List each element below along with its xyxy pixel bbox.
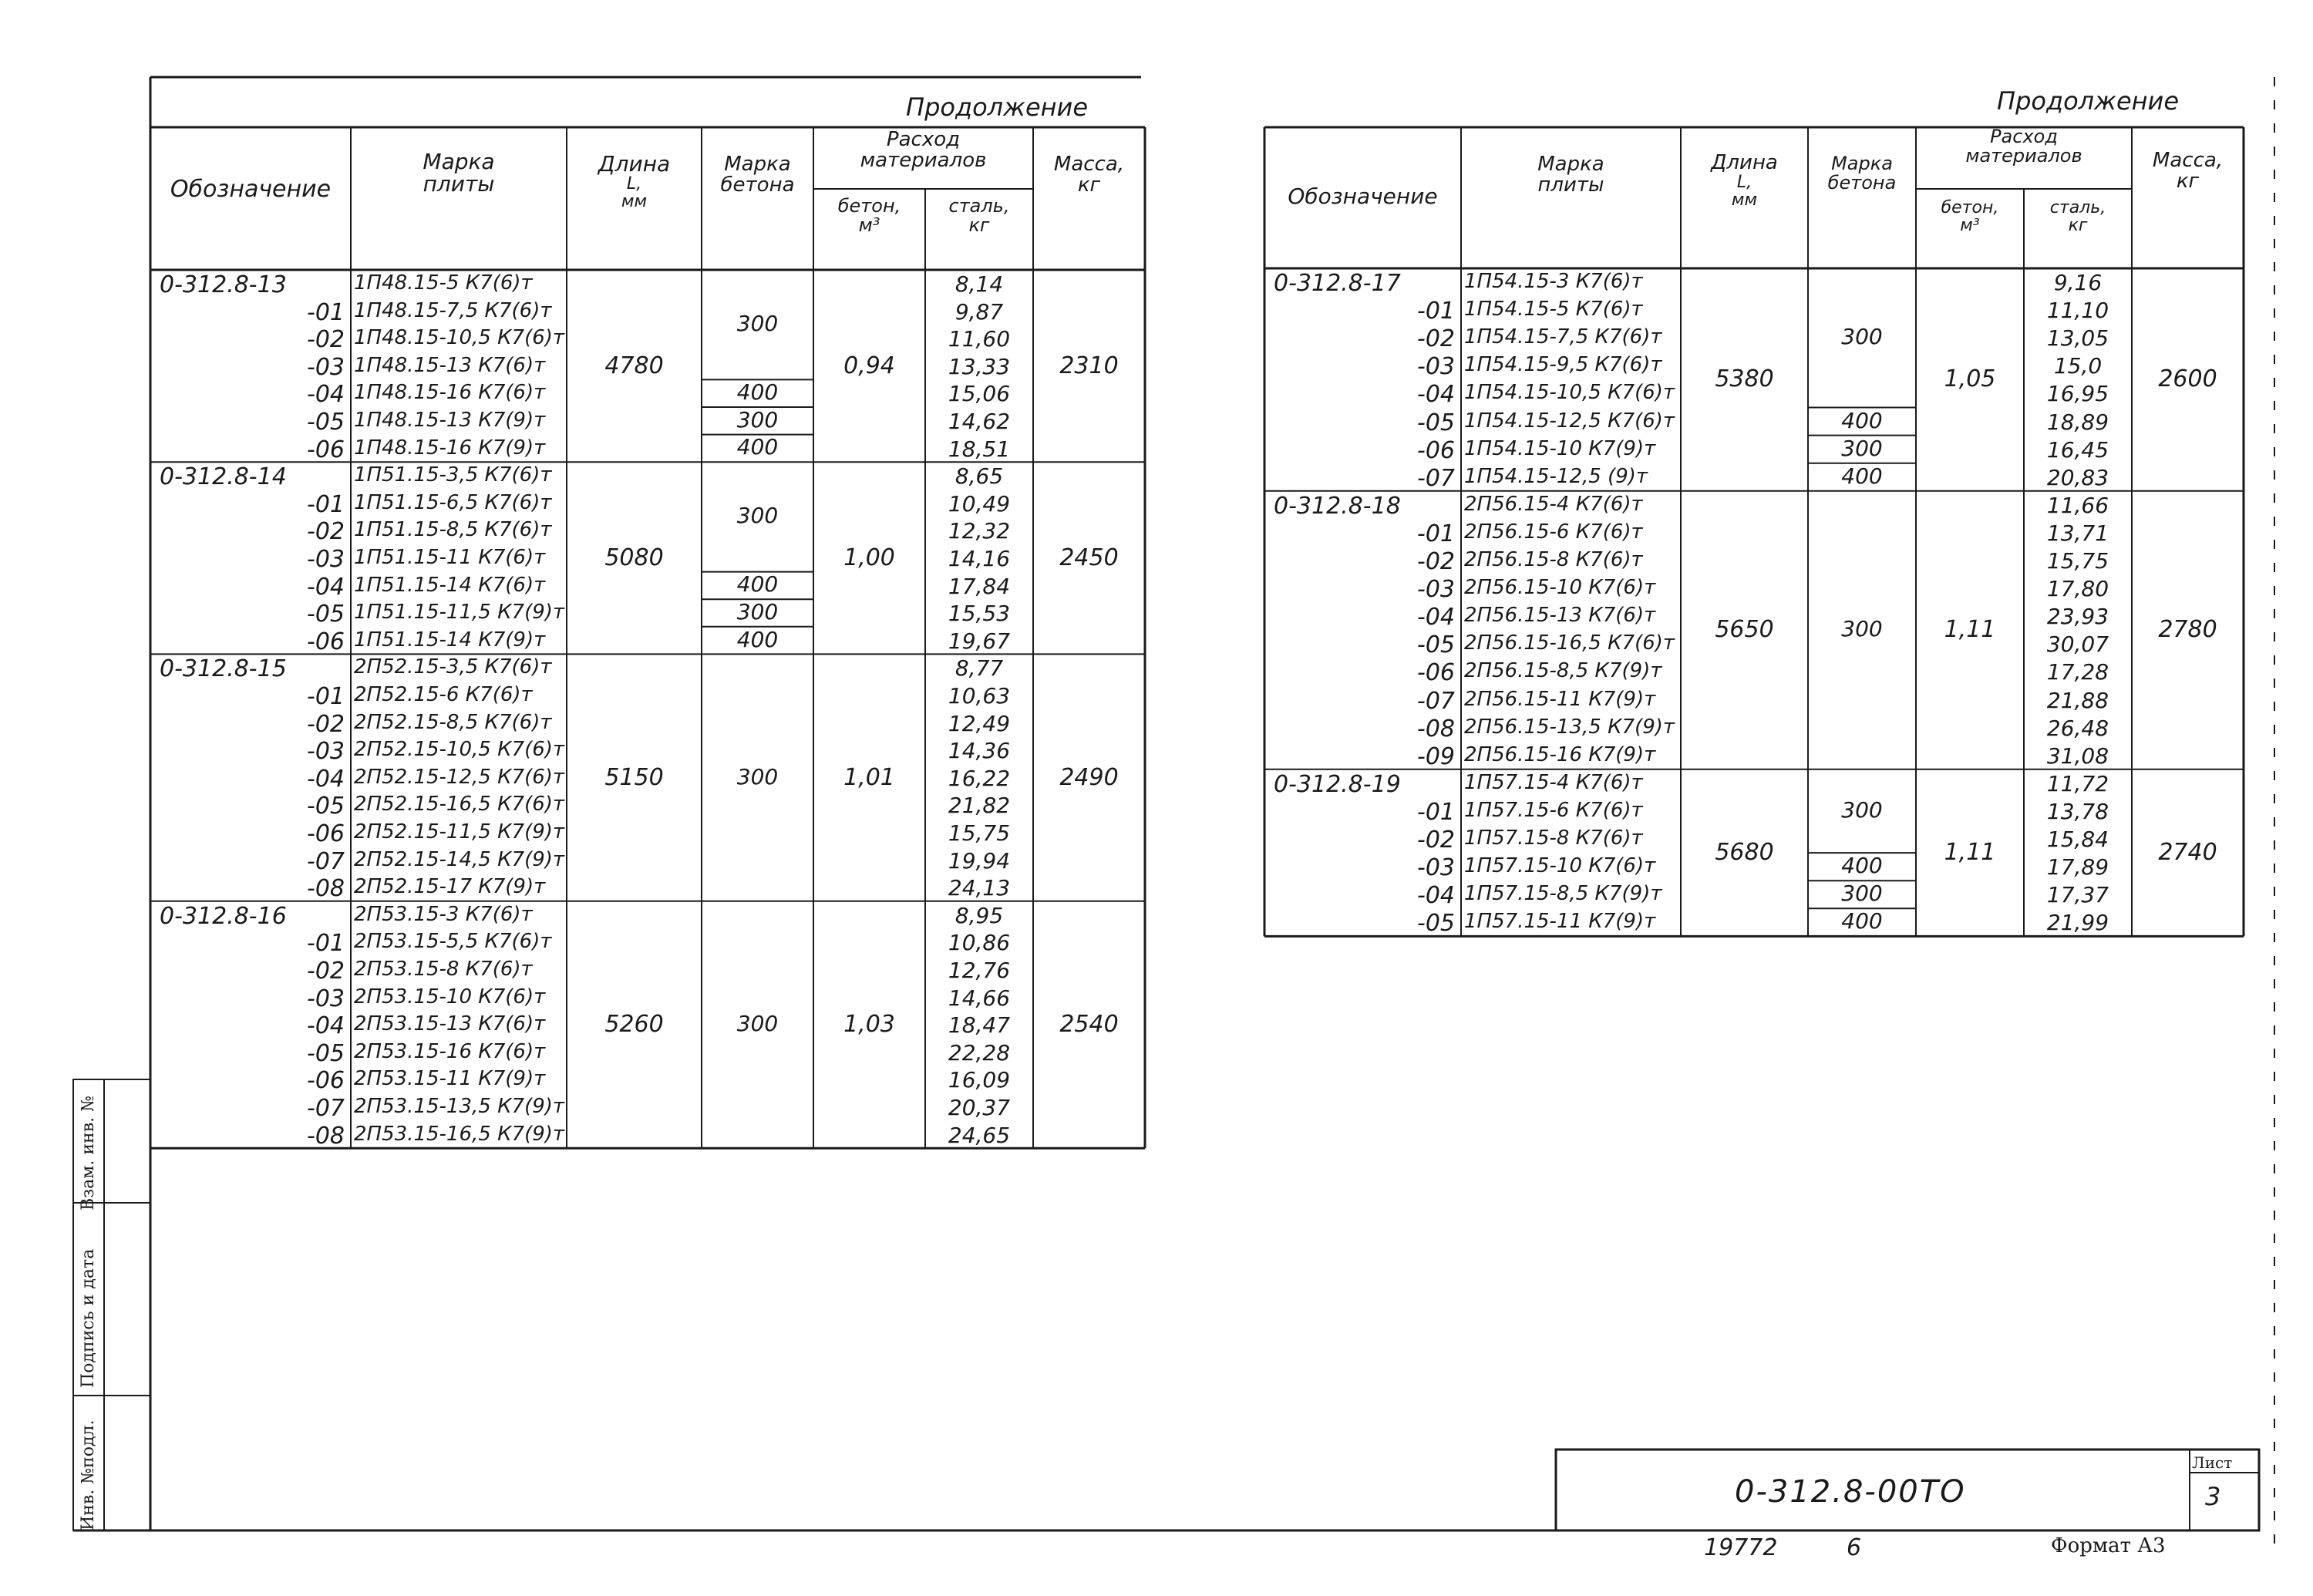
steel-consumption: 17,89 <box>2046 854 2109 880</box>
steel-consumption: 12,49 <box>948 710 1011 736</box>
steel-consumption: 14,16 <box>948 546 1011 571</box>
designation-suffix: -06 <box>307 820 345 847</box>
header-mass: Масса, кг <box>1053 153 1125 197</box>
slab-mark: 1П48.15-16 К7(6)т <box>354 381 546 405</box>
slab-mark: 2П52.15-17 К7(9)т <box>354 875 546 899</box>
steel-consumption: 19,67 <box>948 628 1011 654</box>
designation-suffix: -01 <box>307 930 345 958</box>
slab-mark: 2П52.15-6 К7(6)т <box>354 683 533 706</box>
sheet-label: Лист <box>2192 1453 2233 1472</box>
slab-length: 4780 <box>604 352 664 379</box>
slab-mark: 1П57.15-11 К7(9)т <box>1464 910 1656 934</box>
slab-mark: 2П53.15-13 К7(6)т <box>354 1012 546 1036</box>
designation-suffix: -04 <box>1417 604 1455 631</box>
designation-suffix: -04 <box>307 381 345 409</box>
steel-consumption: 18,89 <box>2046 409 2109 435</box>
steel-consumption: 21,88 <box>2046 687 2109 713</box>
slab-mark: 2П56.15-13 К7(6)т <box>1464 604 1656 628</box>
slab-mark: 1П48.15-13 К7(9)т <box>354 409 546 432</box>
slab-mass: 2540 <box>1059 1011 1119 1038</box>
header-designation: Обозначение <box>1288 184 1438 209</box>
header-concrete-volume: бетон, м³ <box>837 195 901 237</box>
steel-consumption: 8,95 <box>954 902 1004 928</box>
slab-mark: 2П52.15-8,5 К7(6)т <box>354 710 552 734</box>
slab-mark: 1П54.15-12,5 К7(6)т <box>1464 409 1675 433</box>
slab-mark: 1П51.15-14 К7(6)т <box>354 573 546 597</box>
slab-mark: 2П56.15-16,5 К7(6)т <box>1464 631 1675 655</box>
steel-consumption: 13,78 <box>2046 798 2109 824</box>
header-materials: Расход материалов <box>1965 126 2082 167</box>
slab-mark: 1П57.15-4 К7(6)т <box>1464 770 1643 794</box>
steel-consumption: 15,75 <box>2046 548 2109 574</box>
header-mass: Масса, кг <box>2152 149 2224 194</box>
slab-mark: 1П54.15-10 К7(9)т <box>1464 436 1656 460</box>
header-steel: сталь, кг <box>2049 198 2106 236</box>
steel-consumption: 11,72 <box>2046 770 2109 796</box>
designation-suffix: -07 <box>307 1095 345 1122</box>
designation-suffix: -04 <box>1417 381 1455 409</box>
steel-consumption: 18,51 <box>948 436 1011 462</box>
slab-length: 5680 <box>1715 839 1774 867</box>
designation-suffix: -04 <box>307 1012 345 1040</box>
steel-consumption: 21,82 <box>948 793 1011 819</box>
designation-code: 0-312.8-13 <box>160 271 287 298</box>
designation-suffix: -03 <box>307 985 345 1012</box>
slab-mass: 2780 <box>2158 616 2217 644</box>
slab-mark: 2П56.15-10 К7(6)т <box>1464 576 1656 600</box>
slab-mark: 2П56.15-16 К7(9)т <box>1464 742 1656 766</box>
slab-mark: 1П54.15-7,5 К7(6)т <box>1464 325 1662 349</box>
slab-mark: 2П53.15-8 К7(6)т <box>354 958 533 981</box>
steel-consumption: 11,10 <box>2046 298 2109 324</box>
designation-suffix: -03 <box>307 353 345 381</box>
designation-suffix: -04 <box>307 765 345 793</box>
designation-suffix: -06 <box>307 1067 345 1095</box>
designation-suffix: -01 <box>307 490 345 518</box>
steel-consumption: 24,65 <box>948 1122 1011 1148</box>
slab-mark: 1П51.15-3,5 К7(6)т <box>354 463 552 487</box>
concrete-volume: 1,01 <box>843 763 895 791</box>
steel-consumption: 26,48 <box>2046 715 2109 741</box>
concrete-grade: 300 <box>736 1011 779 1036</box>
designation-suffix: -02 <box>1417 827 1455 854</box>
slab-mark: 2П52.15-11,5 К7(9)т <box>354 820 565 843</box>
header-designation: Обозначение <box>170 176 332 203</box>
slab-mark: 2П53.15-10 К7(6)т <box>354 985 546 1008</box>
designation-suffix: -07 <box>307 847 345 875</box>
designation-code: 0-312.8-17 <box>1274 270 1401 297</box>
slab-mark: 1П57.15-8,5 К7(9)т <box>1464 882 1662 906</box>
slab-mass: 2310 <box>1059 352 1119 379</box>
designation-suffix: -02 <box>1417 325 1455 353</box>
concrete-grade: 300 <box>736 599 779 625</box>
designation-suffix: -01 <box>1417 520 1455 547</box>
header-mark: Марка плиты <box>423 149 495 197</box>
steel-consumption: 21,99 <box>2046 910 2109 936</box>
steel-consumption: 15,75 <box>948 820 1011 846</box>
concrete-grade: 300 <box>1841 616 1883 642</box>
steel-consumption: 30,07 <box>2046 631 2109 658</box>
slab-mark: 1П48.15-5 К7(6)т <box>354 271 533 295</box>
slab-length: 5380 <box>1715 365 1774 393</box>
concrete-grade: 300 <box>736 503 779 529</box>
designation-code: 0-312.8-18 <box>1274 492 1401 520</box>
order-number: 19772 <box>1704 1534 1778 1561</box>
concrete-grade: 400 <box>736 379 779 406</box>
steel-consumption: 17,37 <box>2046 882 2109 908</box>
header-concrete-grade: Марка бетона <box>1827 153 1897 194</box>
continuation-label-right: Продолжение <box>1997 86 2180 116</box>
slab-mark: 1П51.15-6,5 К7(6)т <box>354 490 552 514</box>
format-label: Формат А3 <box>2051 1534 2166 1557</box>
designation-suffix: -08 <box>307 875 345 903</box>
slab-mass: 2600 <box>2158 365 2217 393</box>
slab-mark: 1П48.15-10,5 К7(6)т <box>354 326 565 350</box>
designation-suffix: -08 <box>307 1122 345 1150</box>
slab-mark: 2П56.15-13,5 К7(9)т <box>1464 715 1675 739</box>
designation-suffix: -01 <box>1417 798 1455 826</box>
designation-suffix: -02 <box>307 710 345 738</box>
slab-mark: 2П53.15-11 К7(9)т <box>354 1067 546 1091</box>
slab-mark: 1П54.15-5 К7(6)т <box>1464 298 1643 322</box>
stamp-signature-date: Подпись и дата <box>79 1248 98 1388</box>
designation-suffix: -05 <box>307 409 345 436</box>
header-mark: Марка плиты <box>1537 153 1604 197</box>
designation-suffix: -01 <box>307 683 345 710</box>
steel-consumption: 8,65 <box>954 463 1004 490</box>
steel-consumption: 9,16 <box>2053 270 2103 295</box>
designation-suffix: -07 <box>1417 687 1455 715</box>
designation-suffix: -04 <box>307 573 345 601</box>
steel-consumption: 23,93 <box>2046 604 2109 630</box>
concrete-grade: 400 <box>1841 908 1883 934</box>
steel-consumption: 10,86 <box>948 930 1011 956</box>
designation-suffix: -02 <box>307 326 345 354</box>
concrete-volume: 0,94 <box>843 352 895 379</box>
steel-consumption: 31,08 <box>2046 742 2109 769</box>
designation-suffix: -02 <box>1417 548 1455 575</box>
steel-consumption: 14,36 <box>948 738 1011 764</box>
slab-length: 5650 <box>1715 616 1774 644</box>
designation-suffix: -05 <box>1417 631 1455 659</box>
slab-mark: 1П54.15-12,5 (9)т <box>1464 464 1648 488</box>
concrete-grade: 400 <box>736 571 779 598</box>
slab-mark: 2П53.15-13,5 К7(9)т <box>354 1095 565 1118</box>
slab-mark: 1П48.15-13 К7(6)т <box>354 353 546 377</box>
concrete-grade: 400 <box>736 626 779 652</box>
slab-mark: 2П53.15-5,5 К7(6)т <box>354 930 552 954</box>
slab-mark: 1П57.15-6 К7(6)т <box>1464 798 1643 822</box>
steel-consumption: 14,66 <box>948 985 1011 1011</box>
designation-suffix: -01 <box>1417 298 1455 325</box>
steel-consumption: 16,09 <box>948 1067 1011 1093</box>
slab-mark: 2П52.15-14,5 К7(9)т <box>354 847 565 871</box>
designation-code: 0-312.8-19 <box>1274 770 1401 798</box>
stamp-inventory-number: Инв. №подл. <box>79 1419 98 1530</box>
concrete-volume: 1,03 <box>843 1011 895 1038</box>
concrete-grade: 400 <box>1841 853 1883 879</box>
concrete-grade: 400 <box>736 434 779 460</box>
designation-suffix: -09 <box>1417 742 1455 770</box>
slab-mark: 2П53.15-16 К7(6)т <box>354 1039 546 1063</box>
steel-consumption: 16,95 <box>2046 381 2109 407</box>
steel-consumption: 8,14 <box>954 271 1004 297</box>
steel-consumption: 9,87 <box>954 298 1004 325</box>
concrete-grade: 300 <box>1841 324 1883 350</box>
slab-mark: 1П54.15-10,5 К7(6)т <box>1464 381 1675 405</box>
designation-suffix: -05 <box>307 1039 345 1067</box>
designation-suffix: -03 <box>307 738 345 766</box>
slab-mass: 2740 <box>2158 839 2217 867</box>
concrete-grade: 400 <box>1841 407 1883 433</box>
concrete-grade: 400 <box>1841 463 1883 489</box>
steel-consumption: 18,47 <box>948 1012 1011 1039</box>
designation-suffix: -03 <box>307 546 345 573</box>
slab-mark: 2П52.15-3,5 К7(6)т <box>354 655 552 679</box>
designation-suffix: -06 <box>1417 436 1455 464</box>
header-steel: сталь, кг <box>948 195 1010 237</box>
slab-mark: 1П57.15-8 К7(6)т <box>1464 827 1643 850</box>
slab-mass: 2490 <box>1059 763 1119 791</box>
slab-length: 5150 <box>604 763 664 791</box>
concrete-grade: 300 <box>1841 435 1883 461</box>
slab-length: 5080 <box>604 544 664 571</box>
steel-consumption: 11,66 <box>2046 492 2109 518</box>
slab-mass: 2450 <box>1059 544 1119 571</box>
designation-suffix: -03 <box>1417 353 1455 381</box>
slab-mark: 1П54.15-3 К7(6)т <box>1464 270 1643 293</box>
designation-suffix: -03 <box>1417 576 1455 604</box>
designation-code: 0-312.8-14 <box>160 463 287 491</box>
steel-consumption: 11,60 <box>948 326 1011 352</box>
concrete-grade: 300 <box>1841 796 1883 823</box>
slab-mark: 2П56.15-8 К7(6)т <box>1464 548 1643 571</box>
slab-mark: 1П54.15-9,5 К7(6)т <box>1464 353 1662 377</box>
slab-mark: 2П56.15-11 К7(9)т <box>1464 687 1656 711</box>
continuation-label-left: Продолжение <box>906 93 1089 122</box>
concrete-volume: 1,00 <box>843 544 895 571</box>
designation-suffix: -07 <box>1417 464 1455 492</box>
concrete-volume: 1,05 <box>1944 365 1996 393</box>
steel-consumption: 10,49 <box>948 490 1011 517</box>
slab-mark: 2П52.15-16,5 К7(6)т <box>354 793 565 817</box>
slab-mark: 1П51.15-11,5 К7(9)т <box>354 601 565 625</box>
steel-consumption: 19,94 <box>948 847 1011 874</box>
concrete-volume: 1,11 <box>1944 616 1996 644</box>
header-length: Длина L, мм <box>1711 151 1778 210</box>
steel-consumption: 20,83 <box>2046 464 2109 490</box>
concrete-grade: 300 <box>736 763 779 790</box>
slab-mark: 2П56.15-6 К7(6)т <box>1464 520 1643 544</box>
sheet-number: 3 <box>2205 1482 2221 1511</box>
steel-consumption: 15,84 <box>2046 827 2109 852</box>
steel-consumption: 16,45 <box>2046 436 2109 463</box>
designation-code: 0-312.8-15 <box>160 655 287 683</box>
slab-length: 5260 <box>604 1011 664 1038</box>
steel-consumption: 24,13 <box>948 875 1011 901</box>
steel-consumption: 14,62 <box>948 409 1011 434</box>
designation-suffix: -05 <box>307 793 345 820</box>
slab-mark: 1П57.15-10 К7(6)т <box>1464 854 1656 878</box>
designation-code: 0-312.8-16 <box>160 902 287 930</box>
concrete-grade: 300 <box>736 311 779 337</box>
slab-mark: 2П53.15-16,5 К7(9)т <box>354 1122 565 1146</box>
designation-suffix: -03 <box>1417 854 1455 882</box>
concrete-volume: 1,11 <box>1944 839 1996 867</box>
steel-consumption: 22,28 <box>948 1039 1011 1066</box>
document-code: 0-312.8-00ТО <box>1735 1474 1966 1510</box>
slab-mark: 2П52.15-10,5 К7(6)т <box>354 738 565 762</box>
slab-mark: 2П52.15-12,5 К7(6)т <box>354 765 565 789</box>
designation-suffix: -02 <box>307 518 345 546</box>
designation-suffix: -05 <box>1417 910 1455 938</box>
designation-suffix: -05 <box>1417 409 1455 436</box>
designation-suffix: -01 <box>307 298 345 326</box>
designation-suffix: -08 <box>1417 715 1455 742</box>
copy-number: 6 <box>1847 1534 1862 1561</box>
slab-mark: 1П51.15-14 К7(9)т <box>354 628 546 652</box>
steel-consumption: 8,77 <box>954 655 1004 682</box>
designation-suffix: -06 <box>307 436 345 463</box>
stamp-replacement-number: Взам. инв. № <box>79 1096 98 1210</box>
slab-mark: 1П51.15-11 К7(6)т <box>354 546 546 569</box>
designation-suffix: -02 <box>307 958 345 985</box>
steel-consumption: 12,32 <box>948 518 1011 544</box>
steel-consumption: 13,71 <box>2046 520 2109 546</box>
steel-consumption: 17,84 <box>948 573 1011 599</box>
steel-consumption: 17,80 <box>2046 576 2109 602</box>
steel-consumption: 15,0 <box>2053 353 2103 379</box>
steel-consumption: 13,33 <box>948 353 1011 379</box>
header-materials: Расход материалов <box>860 128 987 173</box>
designation-suffix: -04 <box>1417 882 1455 910</box>
header-length: Длина L, мм <box>598 151 671 212</box>
steel-consumption: 17,28 <box>2046 659 2109 685</box>
steel-consumption: 20,37 <box>948 1095 1011 1120</box>
designation-suffix: -06 <box>307 628 345 655</box>
slab-mark: 1П48.15-16 К7(9)т <box>354 436 546 460</box>
designation-suffix: -06 <box>1417 659 1455 687</box>
concrete-grade: 300 <box>736 406 779 433</box>
steel-consumption: 15,06 <box>948 381 1011 407</box>
concrete-grade: 300 <box>1841 880 1883 907</box>
header-concrete-grade: Марка бетона <box>720 153 795 197</box>
designation-suffix: -05 <box>307 601 345 628</box>
steel-consumption: 15,53 <box>948 601 1011 627</box>
header-concrete-volume: бетон, м³ <box>1941 198 1999 236</box>
slab-mark: 2П56.15-8,5 К7(9)т <box>1464 659 1662 683</box>
steel-consumption: 12,76 <box>948 958 1011 983</box>
slab-mark: 2П53.15-3 К7(6)т <box>354 902 533 926</box>
steel-consumption: 16,22 <box>948 765 1011 791</box>
slab-mark: 1П51.15-8,5 К7(6)т <box>354 518 552 542</box>
slab-mark: 1П48.15-7,5 К7(6)т <box>354 298 552 322</box>
slab-mark: 2П56.15-4 К7(6)т <box>1464 492 1643 516</box>
steel-consumption: 10,63 <box>948 683 1011 709</box>
steel-consumption: 13,05 <box>2046 325 2109 352</box>
